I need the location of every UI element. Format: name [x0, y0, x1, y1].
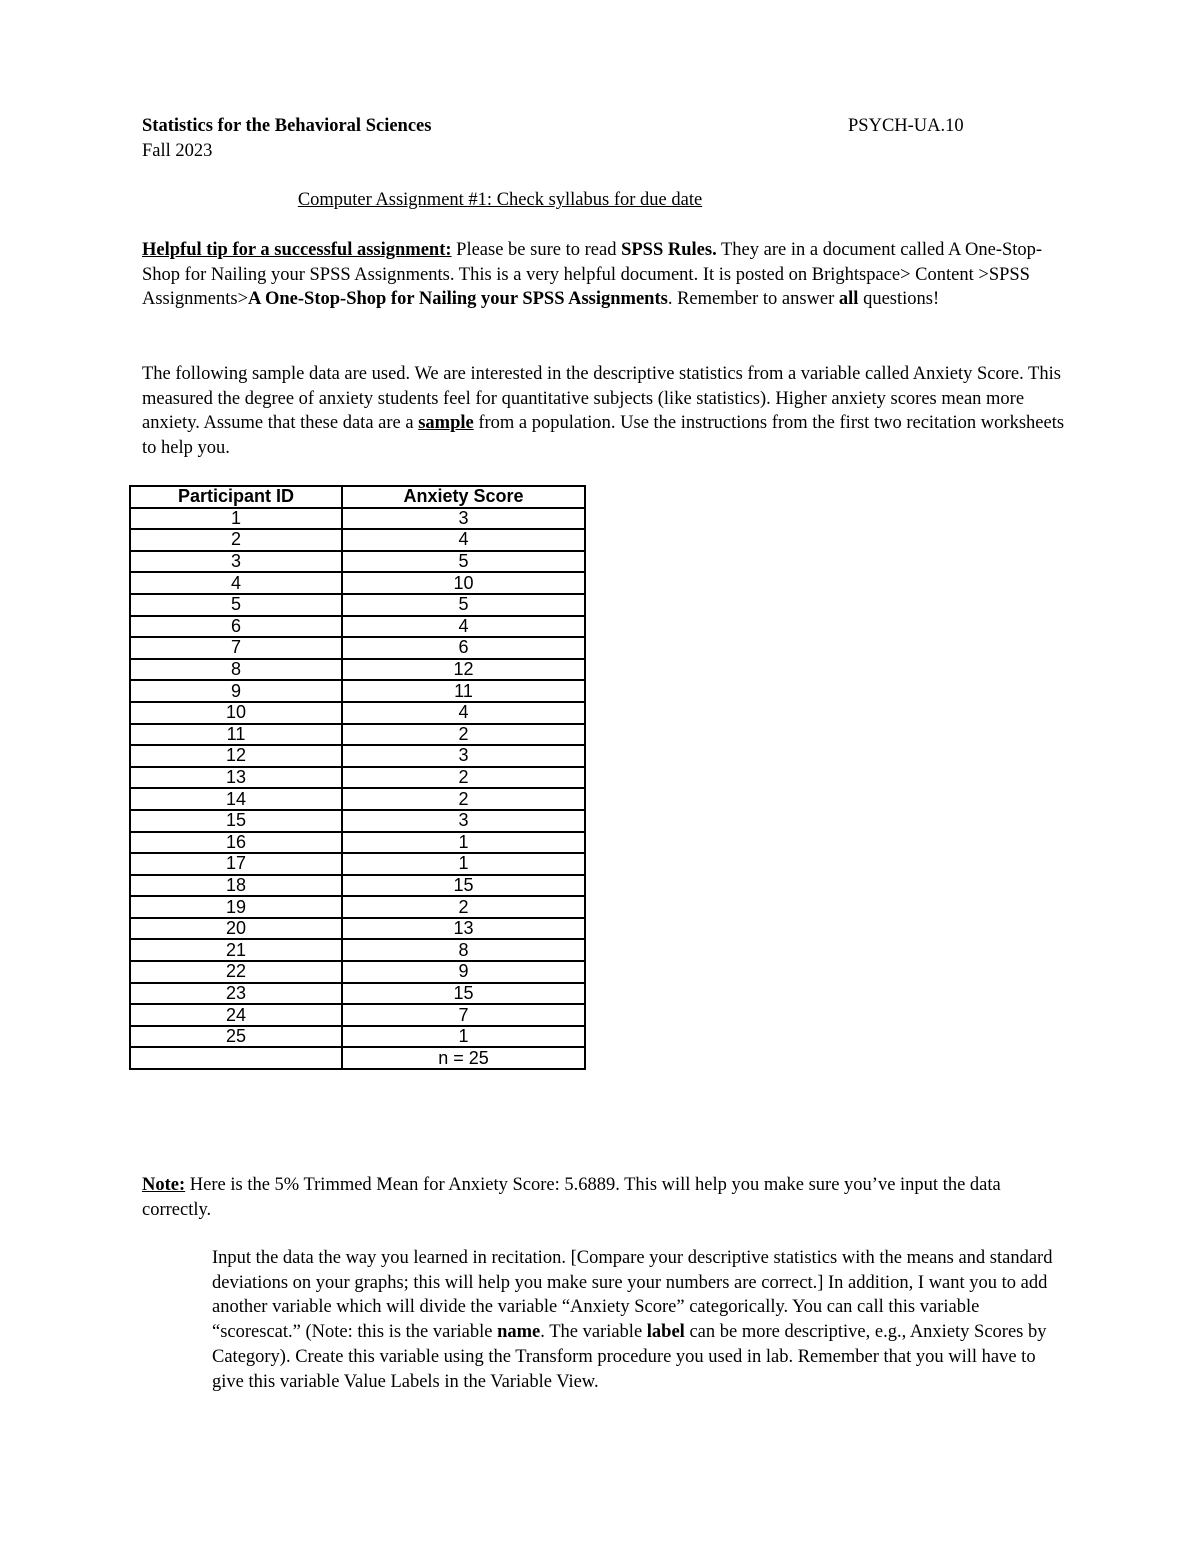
anxiety-data-table — [129, 485, 586, 1070]
assignment-title: Computer Assignment #1: Check syllabus for due date — [297, 190, 703, 210]
participant-id-cell: 23 — [130, 983, 342, 1005]
table-row — [130, 983, 585, 1005]
participant-id-cell: 19 — [130, 896, 342, 918]
instructions-text: can be more descriptive, e.g., Anxiety Scores by Category). Create this variable using the Transform procedure you used in lab. Remember that you will have to give this variable Value Labels in the Variable View. — [212, 1322, 1047, 1392]
intro-text: The following sample data are used. We are interested in the descriptive statistics from a variable called Anxiety Score. This measured the degree of anxiety students feel for quantitative subjects (like statistics). Higher anxiety scores mean more anxiety. Assume that these data are a — [142, 364, 1061, 434]
anxiety-score-cell: 2 — [342, 767, 585, 789]
participant-id-cell: 24 — [130, 1004, 342, 1026]
anxiety-score-cell: 9 — [342, 961, 585, 983]
sample-text: sample — [418, 413, 474, 434]
anxiety-score-cell: 5 — [342, 551, 585, 573]
participant-id-cell: 20 — [130, 918, 342, 940]
table-row — [130, 572, 585, 594]
participant-id-cell: 4 — [130, 572, 342, 594]
table-row — [130, 637, 585, 659]
anxiety-score-cell: 1 — [342, 832, 585, 854]
table-row — [130, 939, 585, 961]
anxiety-score-cell: 5 — [342, 594, 585, 616]
tip-text: They are in a document called A One-Stop-Shop for Nailing your SPSS Assignments. This is a very helpful document. It is posted on Brightspace> Content >SPSS Assignments> — [142, 240, 1043, 310]
table-row — [130, 659, 585, 681]
table-header-row — [130, 486, 585, 508]
participant-id-cell: 8 — [130, 659, 342, 681]
anxiety-score-cell: 15 — [342, 983, 585, 1005]
anxiety-score-cell: 4 — [342, 529, 585, 551]
anxiety-score-cell: 6 — [342, 637, 585, 659]
column-header-anxiety-score: Anxiety Score — [342, 486, 585, 508]
participant-id-cell: 18 — [130, 875, 342, 897]
table-row — [130, 767, 585, 789]
participant-id-cell: 11 — [130, 724, 342, 746]
participant-id-cell: 5 — [130, 594, 342, 616]
table-row — [130, 810, 585, 832]
note-label: Note: — [142, 1175, 186, 1195]
table-row — [130, 724, 585, 746]
anxiety-score-cell: 3 — [342, 508, 585, 530]
one-stop-shop-text: A One-Stop-Shop for Nailing your SPSS Assignments — [248, 289, 668, 310]
anxiety-score-cell: 2 — [342, 788, 585, 810]
anxiety-score-cell: 15 — [342, 875, 585, 897]
anxiety-score-cell: 10 — [342, 572, 585, 594]
participant-id-cell: 21 — [130, 939, 342, 961]
intro-text: from a population. Use the instructions from the first two recitation worksheets to help you. — [142, 413, 1065, 459]
table-row — [130, 702, 585, 724]
table-row — [130, 788, 585, 810]
anxiety-score-cell: 3 — [342, 745, 585, 767]
note-text: Here is the 5% Trimmed Mean for Anxiety Score: 5.6889. This will help you make sure you’ve input the data correctly. — [142, 1175, 1001, 1220]
table-row — [130, 918, 585, 940]
course-title: Statistics for the Behavioral Sciences — [142, 116, 432, 136]
tip-text: . Remember to answer — [667, 289, 839, 310]
table-row — [130, 832, 585, 854]
column-header-participant-id: Participant ID — [130, 486, 342, 508]
participant-id-cell: 14 — [130, 788, 342, 810]
table-row — [130, 508, 585, 530]
note-paragraph — [142, 1173, 1072, 1222]
participant-id-cell: 10 — [130, 702, 342, 724]
helpful-tip-paragraph — [142, 238, 1072, 312]
label-text: label — [646, 1322, 685, 1343]
anxiety-score-cell: 11 — [342, 680, 585, 702]
table-row — [130, 616, 585, 638]
instructions-text: . The variable — [540, 1322, 647, 1343]
participant-id-cell: 12 — [130, 745, 342, 767]
participant-id-cell: 2 — [130, 529, 342, 551]
participant-id-cell: 3 — [130, 551, 342, 573]
name-text: name — [497, 1322, 541, 1343]
tip-text: questions! — [858, 289, 940, 310]
sample-size-cell: n = 25 — [342, 1047, 585, 1069]
anxiety-score-cell: 12 — [342, 659, 585, 681]
table-row — [130, 1004, 585, 1026]
participant-id-cell: 9 — [130, 680, 342, 702]
table-row — [130, 961, 585, 983]
table-row — [130, 745, 585, 767]
participant-id-cell: 1 — [130, 508, 342, 530]
table-row — [130, 529, 585, 551]
term: Fall 2023 — [142, 141, 213, 161]
course-header — [142, 114, 982, 139]
anxiety-score-cell: 4 — [342, 616, 585, 638]
instructions-paragraph — [212, 1246, 1072, 1394]
instructions-text: Input the data the way you learned in recitation. [Compare your descriptive statistics with the means and standard deviations on your graphs; this will help you make sure your numbers are correct.] In addition, I want you to add another variable which will divide the variable “Anxiety Score” categorically. You can call this variable “scorescat.” (Note: this is the variable — [212, 1248, 1053, 1343]
tip-label: Helpful tip for a successful assignment: — [142, 240, 452, 260]
footer-empty-cell — [130, 1047, 342, 1069]
anxiety-score-cell: 2 — [342, 724, 585, 746]
participant-id-cell: 17 — [130, 853, 342, 875]
intro-paragraph — [142, 362, 1072, 461]
table-row — [130, 551, 585, 573]
anxiety-score-cell: 8 — [342, 939, 585, 961]
participant-id-cell: 6 — [130, 616, 342, 638]
anxiety-score-cell: 1 — [342, 853, 585, 875]
anxiety-score-cell: 7 — [342, 1004, 585, 1026]
tip-text: Please be sure to read — [451, 240, 622, 260]
spss-rules-text: SPSS Rules. — [621, 240, 717, 260]
table-footer-row — [130, 1047, 585, 1069]
table-row — [130, 594, 585, 616]
anxiety-score-cell: 13 — [342, 918, 585, 940]
anxiety-score-cell: 3 — [342, 810, 585, 832]
table-row — [130, 1026, 585, 1048]
participant-id-cell: 22 — [130, 961, 342, 983]
anxiety-score-cell: 1 — [342, 1026, 585, 1048]
table-row — [130, 896, 585, 918]
course-code: PSYCH-UA.10 — [848, 116, 964, 136]
table-row — [130, 680, 585, 702]
participant-id-cell: 15 — [130, 810, 342, 832]
anxiety-score-cell: 4 — [342, 702, 585, 724]
table-row — [130, 875, 585, 897]
anxiety-score-cell: 2 — [342, 896, 585, 918]
all-text: all — [838, 289, 859, 310]
participant-id-cell: 13 — [130, 767, 342, 789]
participant-id-cell: 16 — [130, 832, 342, 854]
participant-id-cell: 25 — [130, 1026, 342, 1048]
participant-id-cell: 7 — [130, 637, 342, 659]
table-row — [130, 853, 585, 875]
